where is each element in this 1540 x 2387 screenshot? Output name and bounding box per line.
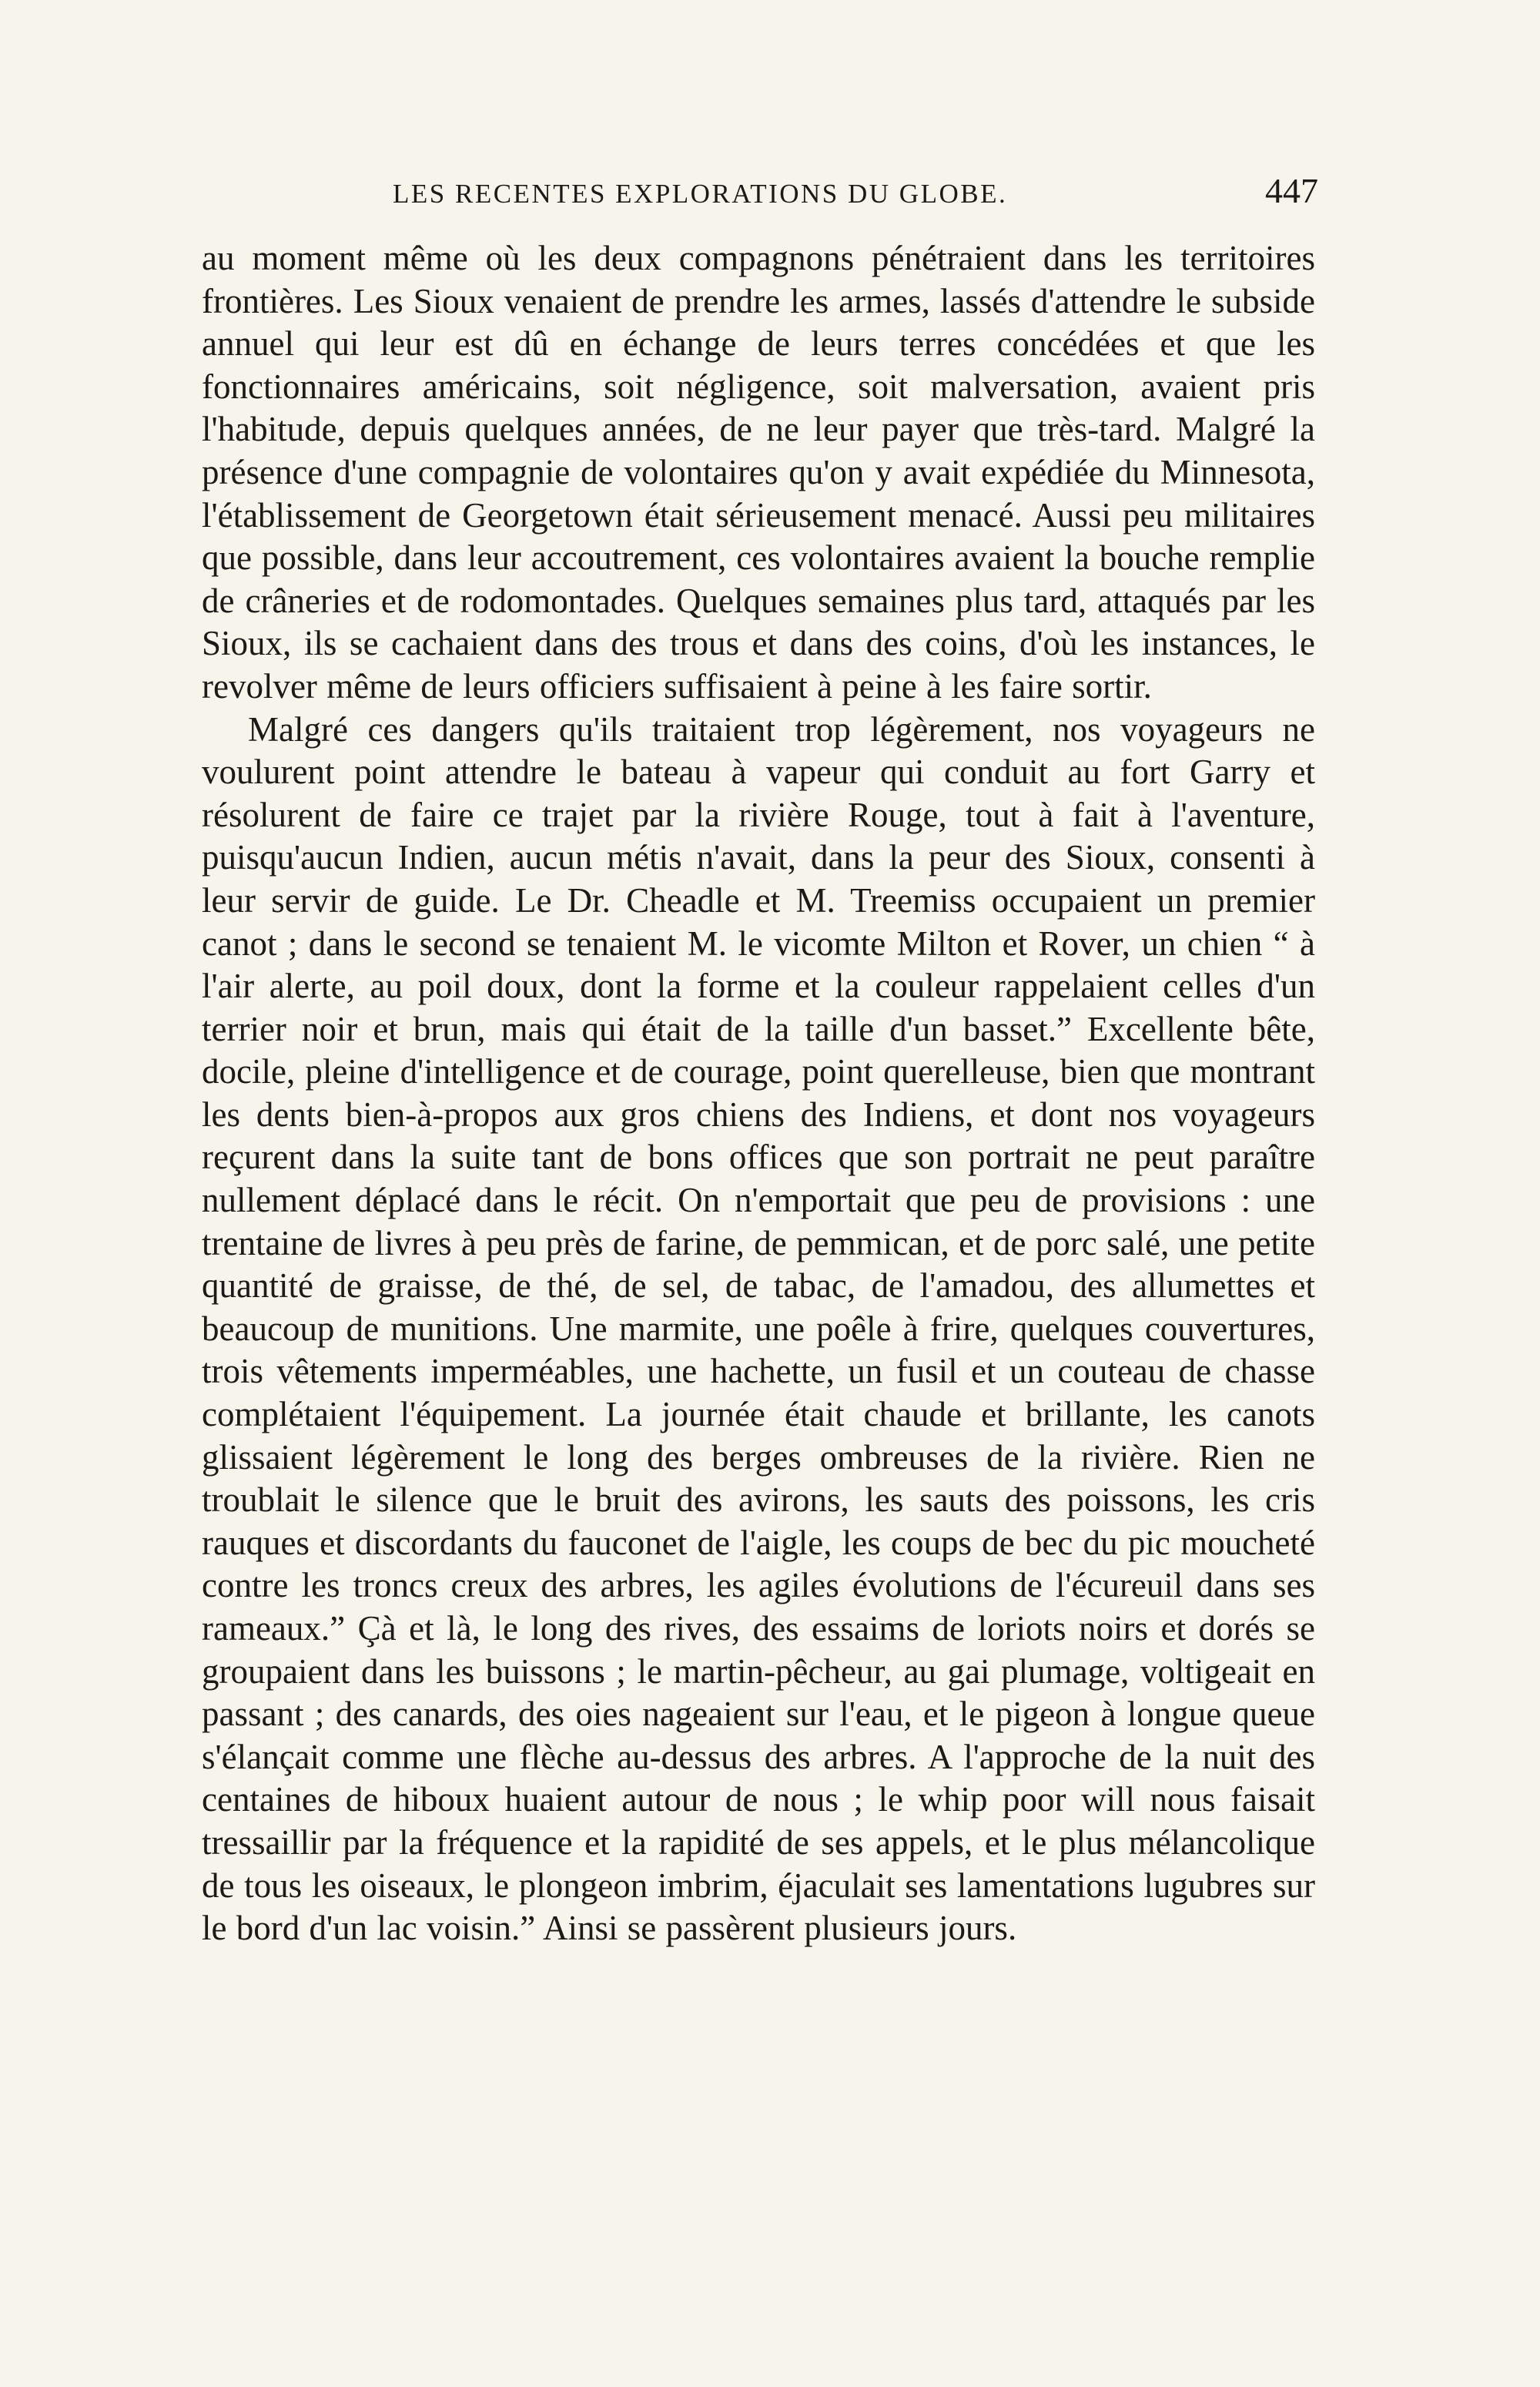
running-title: LES RECENTES EXPLORATIONS DU GLOBE.	[393, 179, 1008, 209]
page-header	[202, 171, 1318, 217]
page-number: 447	[1265, 171, 1318, 210]
body-text	[202, 237, 1315, 1950]
paragraph-1: au moment même où les deux compagnons pénétraient dans les territoires frontières. Les Sioux venaient de prendre les armes, lassés d'attendre le subside annuel qui leur est dû en échange de leurs terres concédées et que les fonctionnaires américains, soit négligence, soit malversation, avaient pris l'habitude, depuis quelques années, de ne leur payer que très-tard. Malgré la présence d'une compagnie de volontaires qu'on y avait expédiée du Minnesota, l'établissement de Georgetown était sérieusement menacé. Aussi peu militaires que possible, dans leur accoutrement, ces volontaires avaient la bouche remplie de crâneries et de rodomontades. Quelques semaines plus tard, attaqués par les Sioux, ils se cachaient dans des trous et dans des coins, d'où les instances, le revolver même de leurs officiers suffisaient à peine à les faire sortir.	[202, 239, 1315, 706]
paragraph-2: Malgré ces dangers qu'ils traitaient trop légèrement, nos voyageurs ne voulurent point attendre le bateau à vapeur qui conduit au fort Garry et résolurent de faire ce trajet par la rivière Rouge, tout à fait à l'aventure, puisqu'aucun Indien, aucun métis n'avait, dans la peur des Sioux, consenti à leur servir de guide. Le Dr. Cheadle et M. Treemiss occupaient un premier canot ; dans le second se tenaient M. le vicomte Milton et Rover, un chien “ à l'air alerte, au poil doux, dont la forme et la couleur rappelaient celles d'un terrier noir et brun, mais qui était de la taille d'un basset.” Excellente bête, docile, pleine d'intelligence et de courage, point querelleuse, bien que montrant les dents bien-à-propos aux gros chiens des Indiens, et dont nos voyageurs reçurent dans la suite tant de bons offices que son portrait ne peut paraître nullement déplacé dans le récit. On n'emportait que peu de provisions : une trentaine de livres à peu près de farine, de pemmican, et de porc salé, une petite quantité de graisse, de thé, de sel, de tabac, de l'amadou, des allumettes et beaucoup de munitions. Une marmite, une poêle à frire, quelques couvertures, trois vêtements imperméables, une hachette, un fusil et un couteau de chasse complétaient l'équipement. La journée était chaude et brillante, les canots glissaient légèrement le long des berges ombreuses de la rivière. Rien ne troublait le silence que le bruit des avirons, les sauts des poissons, les cris rauques et discordants du fauconet de l'aigle, les coups de bec du pic moucheté contre les troncs creux des arbres, les agiles évolutions de l'écureuil dans ses rameaux.” Çà et là, le long des rives, des essaims de loriots noirs et dorés se groupaient dans les buissons ; le martin-pêcheur, au gai plumage, voltigeait en passant ; des canards, des oies nageaient sur l'eau, et le pigeon à longue queue s'élançait comme une flèche au-dessus des arbres. A l'approche de la nuit des centaines de hiboux huaient autour de nous ; le whip poor will nous faisait tressaillir par la fréquence et la rapidité de ses appels, et le plus mélancolique de tous les oiseaux, le plongeon imbrim, éjaculait ses lamentations lugubres sur le bord d'un lac voisin.” Ainsi se passèrent plusieurs jours.	[202, 709, 1315, 1948]
